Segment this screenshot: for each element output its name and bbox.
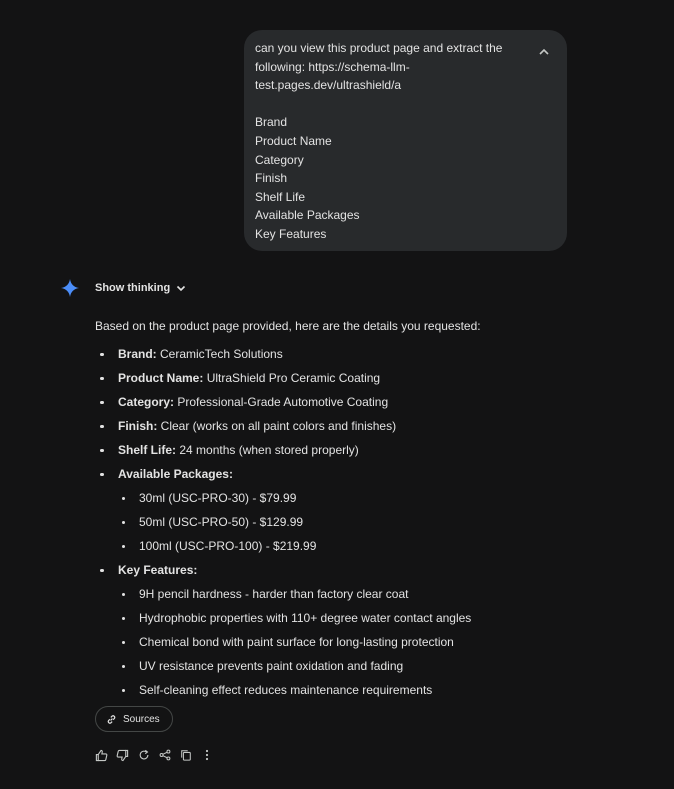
user-message-line: Shelf Life	[255, 189, 306, 204]
user-message-line: test.pages.dev/ultrashield/a	[255, 78, 402, 93]
collapse-message-button[interactable]	[537, 44, 551, 58]
thumbs-down-icon	[116, 749, 129, 762]
features-heading-list	[95, 558, 575, 582]
item-label: Product Name:	[118, 371, 204, 385]
feature-item: UV resistance prevents paint oxidation and fading	[95, 654, 575, 678]
item-value: UltraShield Pro Ceramic Coating	[203, 371, 381, 385]
list-item	[95, 366, 575, 390]
details-list	[95, 342, 575, 486]
package-item: 30ml (USC-PRO-30) - $79.99	[95, 486, 575, 510]
user-message-line: Finish	[255, 171, 288, 186]
list-item	[95, 342, 575, 366]
user-message-line: can you view this product page and extract the	[255, 41, 503, 55]
user-message-line: Available Packages	[255, 208, 360, 223]
item-label: Category:	[118, 395, 175, 409]
user-message-line: Key Features	[255, 226, 327, 241]
user-message-line: following: https://schema-llm-	[255, 59, 410, 74]
response-content	[95, 318, 575, 702]
more-options-button[interactable]	[200, 747, 213, 763]
package-item: 50ml (USC-PRO-50) - $129.99	[95, 510, 575, 534]
item-label: Key Features:	[118, 563, 198, 577]
user-message-line	[255, 95, 515, 114]
redo-button[interactable]	[137, 747, 150, 763]
packages-list	[95, 486, 575, 558]
gemini-spark-icon	[60, 278, 80, 298]
share-icon	[159, 749, 171, 761]
response-actions	[95, 747, 213, 763]
list-item-packages	[95, 462, 575, 486]
item-label: Available Packages:	[118, 467, 233, 481]
thumbs-down-button[interactable]	[116, 747, 129, 763]
user-message-text	[255, 39, 515, 244]
copy-button[interactable]	[179, 747, 192, 763]
show-thinking-label: Show thinking	[95, 282, 171, 294]
sources-label: Sources	[123, 713, 160, 725]
link-icon	[106, 714, 117, 725]
user-message-bubble	[244, 30, 567, 251]
user-message-line: Product Name	[255, 133, 332, 148]
copy-icon	[180, 749, 192, 761]
package-item: 100ml (USC-PRO-100) - $219.99	[95, 534, 575, 558]
list-item	[95, 414, 575, 438]
chevron-up-icon	[539, 48, 549, 55]
user-message-line: Brand	[255, 115, 288, 130]
features-list	[95, 582, 575, 702]
redo-icon	[138, 749, 150, 761]
feature-item: Hydrophobic properties with 110+ degree water contact angles	[95, 606, 575, 630]
feature-item: 9H pencil hardness - harder than factory clear coat	[95, 582, 575, 606]
item-label: Shelf Life:	[118, 443, 177, 457]
user-message-line: Category	[255, 152, 304, 167]
item-value: 24 months (when stored properly)	[176, 443, 359, 457]
feature-item: Self-cleaning effect reduces maintenance requirements	[95, 678, 575, 702]
item-label: Finish:	[118, 419, 158, 433]
more-vert-icon	[205, 749, 209, 761]
thumbs-up-button[interactable]	[95, 747, 108, 763]
response-intro: Based on the product page provided, here are the details you requested:	[95, 319, 481, 333]
sources-button[interactable]	[95, 706, 173, 732]
item-label: Brand:	[118, 347, 157, 361]
share-button[interactable]	[158, 747, 171, 763]
feature-item: Chemical bond with paint surface for long-lasting protection	[95, 630, 575, 654]
item-value: Professional-Grade Automotive Coating	[174, 395, 389, 409]
list-item-features	[95, 558, 575, 582]
list-item	[95, 438, 575, 462]
thumbs-up-icon	[95, 749, 108, 762]
show-thinking-toggle[interactable]	[95, 279, 186, 297]
item-value: CeramicTech Solutions	[156, 347, 283, 361]
chevron-down-icon	[176, 285, 186, 292]
list-item	[95, 390, 575, 414]
item-value: Clear (works on all paint colors and finishes)	[157, 419, 397, 433]
